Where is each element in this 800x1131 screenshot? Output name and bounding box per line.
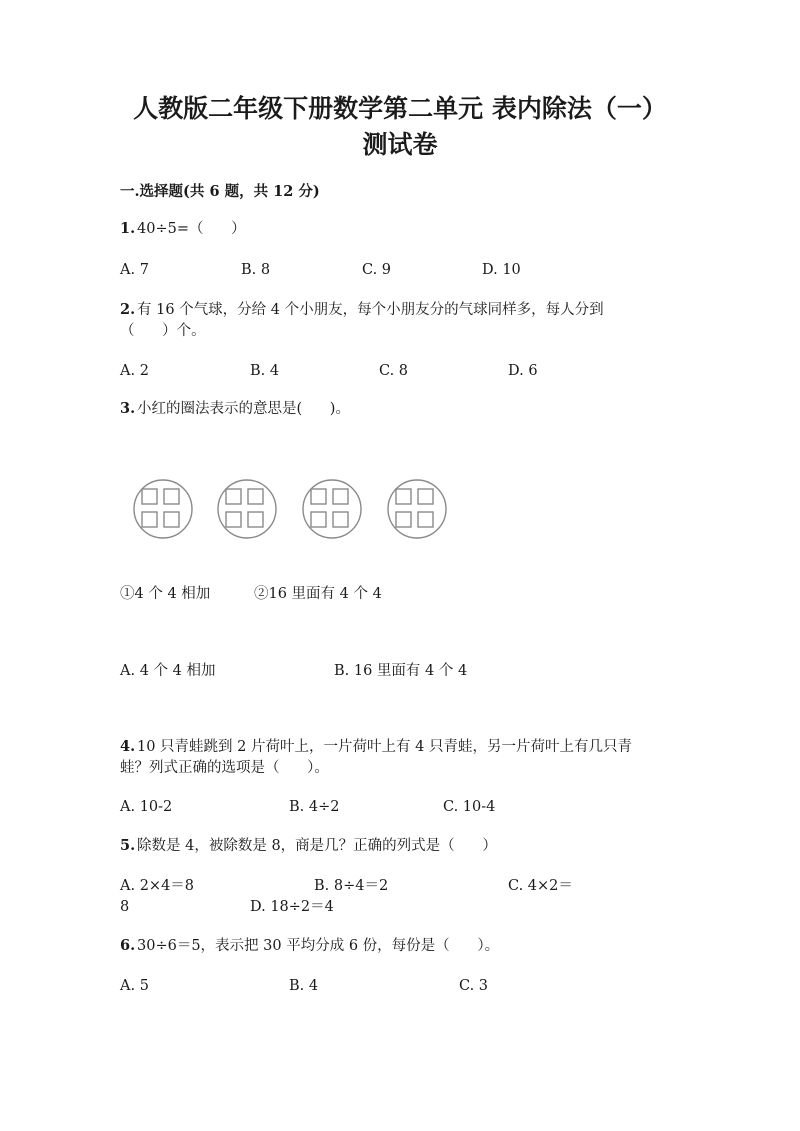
- option-d[interactable]: D. 18÷2＝4: [250, 899, 334, 915]
- statement-1: ①4 个 4 相加: [120, 586, 211, 602]
- option-b[interactable]: B. 8÷4＝2: [314, 878, 389, 894]
- option-a[interactable]: A. 2×4＝8: [120, 878, 195, 894]
- statement-2: ②16 里面有 4 个 4: [254, 586, 382, 602]
- option-c[interactable]: C. 8: [379, 363, 409, 379]
- grouping-figure: [128, 476, 458, 546]
- circled-group-4: [388, 480, 446, 538]
- question-text: 除数是 4，被除数是 8，商是几？正确的列式是（ ）: [137, 838, 497, 854]
- option-a[interactable]: A. 7: [120, 262, 149, 278]
- option-a[interactable]: A. 10-2: [120, 799, 173, 815]
- section-heading: 一.选择题(共 6 题，共 12 分): [120, 183, 320, 200]
- circled-group-2: [218, 480, 276, 538]
- option-c[interactable]: C. 4×2＝: [508, 878, 573, 894]
- option-c-cont: 8: [120, 899, 130, 915]
- option-b[interactable]: B. 4: [289, 978, 319, 994]
- option-d[interactable]: D. 10: [482, 262, 521, 278]
- option-b[interactable]: B. 16 里面有 4 个 4: [334, 663, 468, 679]
- circled-group-1: [134, 480, 192, 538]
- page-subtitle: 测试卷: [362, 130, 438, 159]
- question-text: 10 只青蛙跳到 2 片荷叶上，一片荷叶上有 4 只青蛙，另一片荷叶上有几只青: [137, 739, 632, 755]
- option-d[interactable]: D. 6: [508, 363, 538, 379]
- question-text-cont: 蛙？列式正确的选项是（ ）。: [120, 760, 329, 776]
- question-number: 6.: [120, 937, 136, 954]
- circled-squares-figure: [128, 476, 458, 546]
- question-number: 5.: [120, 837, 136, 854]
- question-text: 30÷6＝5，表示把 30 平均分成 6 份，每份是（ ）。: [137, 938, 500, 954]
- question-number: 1.: [120, 220, 136, 237]
- option-a[interactable]: A. 5: [120, 978, 149, 994]
- circled-group-3: [303, 480, 361, 538]
- option-a[interactable]: A. 2: [120, 363, 149, 379]
- option-b[interactable]: B. 8: [241, 262, 271, 278]
- option-a[interactable]: A. 4 个 4 相加: [120, 663, 216, 679]
- option-b[interactable]: B. 4÷2: [289, 799, 340, 815]
- question-text-cont: （ ）个。: [120, 323, 206, 339]
- question-text: 40÷5=（ ）: [137, 221, 246, 237]
- option-b[interactable]: B. 4: [250, 363, 280, 379]
- page-title: 人教版二年级下册数学第二单元 表内除法（一）: [133, 94, 667, 123]
- option-c[interactable]: C. 10-4: [443, 799, 496, 815]
- question-number: 2.: [120, 301, 136, 318]
- option-c[interactable]: C. 3: [459, 978, 489, 994]
- question-number: 3.: [120, 400, 136, 417]
- option-c[interactable]: C. 9: [362, 262, 392, 278]
- question-number: 4.: [120, 738, 136, 755]
- question-text: 小红的圈法表示的意思是( )。: [137, 401, 350, 417]
- question-text: 有 16 个气球，分给 4 个小朋友，每个小朋友分的气球同样多，每人分到: [137, 302, 604, 318]
